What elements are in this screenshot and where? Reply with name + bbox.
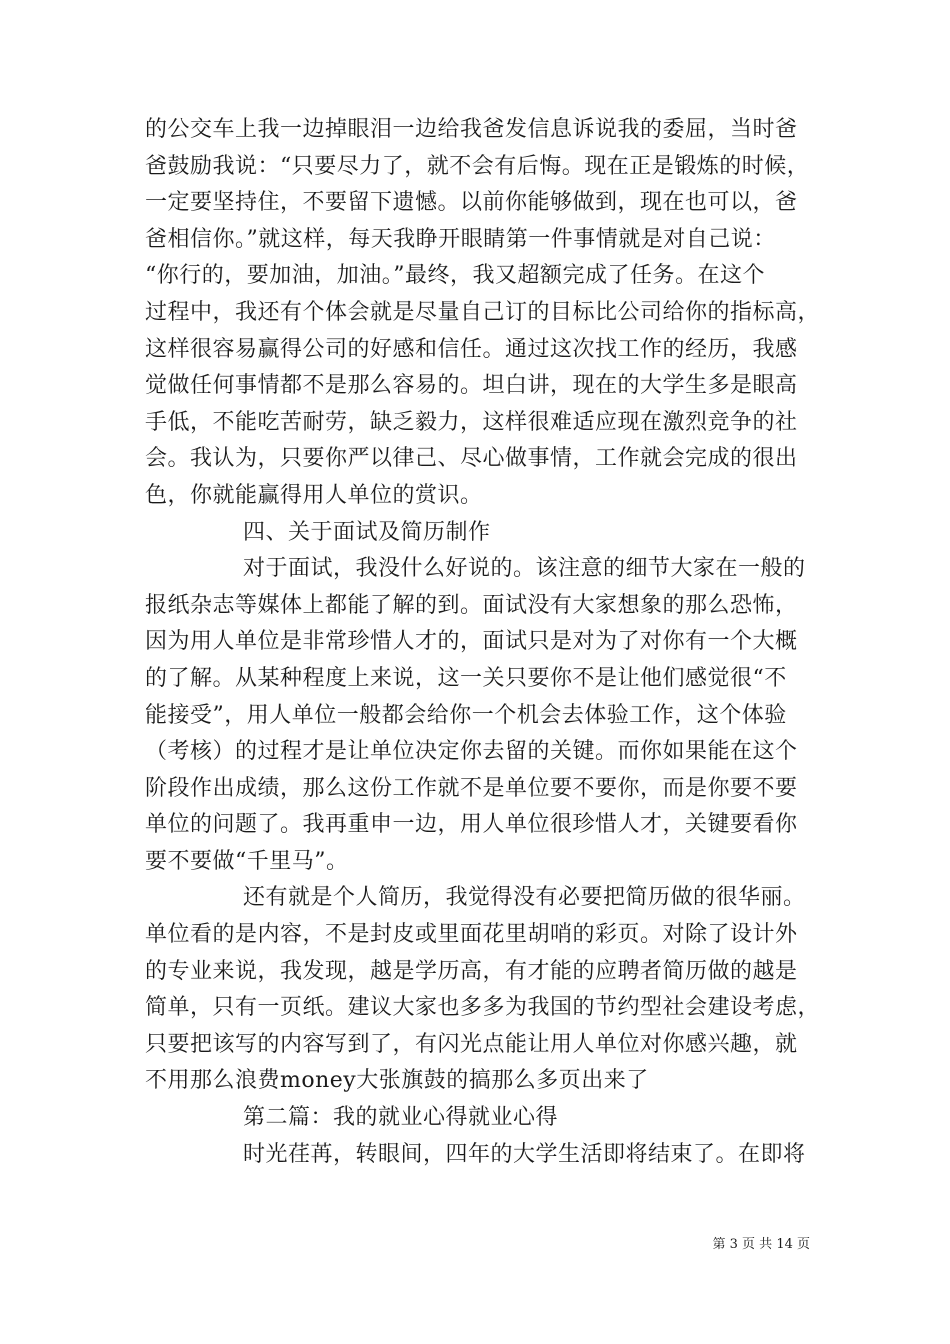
document-body: [145, 112, 821, 1173]
text-line: （考核）的过程才是让单位决定你去留的关键。而你如果能在这个: [145, 739, 798, 765]
text-line: 还有就是个人简历，我觉得没有必要把简历做的很华丽。: [243, 885, 806, 911]
page-number: 第 3 页 共 14 页: [712, 1237, 810, 1252]
text-line: 不用那么浪费money大张旗鼓的搞那么多页出来了: [145, 1068, 649, 1094]
text-line: 简单，只有一页纸。建议大家也多多为我国的节约型社会建设考虑，: [145, 995, 821, 1021]
text-line: 爸相信你。”就这样，每天我睁开眼睛第一件事情就是对自己说：: [145, 226, 776, 252]
text-line: 的了解。从某种程度上来说，这一关只要你不是让他们感觉很“不: [145, 665, 787, 691]
text-line: 过程中，我还有个体会就是尽量自己订的目标比公司给你的指标高，: [145, 299, 821, 325]
text-line: 单位看的是内容，不是封皮或里面花里胡哨的彩页。对除了设计外: [145, 922, 798, 948]
text-line: 手低，不能吃苦耐劳，缺乏毅力，这样很难适应现在激烈竞争的社: [145, 409, 798, 435]
text-line: 的公交车上我一边掉眼泪一边给我爸发信息诉说我的委屈，当时爸: [145, 117, 798, 142]
text-line: 这样很容易赢得公司的好感和信任。通过这次找工作的经历，我感: [145, 336, 798, 362]
text-line: 第二篇：我的就业心得就业心得: [243, 1105, 559, 1131]
text-line: 单位的问题了。我再重申一边，用人单位很珍惜人才，关键要看你: [145, 812, 798, 838]
text-line: “你行的，要加油，加油。”最终，我又超额完成了任务。在这个: [145, 263, 765, 289]
text-line: 报纸杂志等媒体上都能了解的到。面试没有大家想象的那么恐怖，: [145, 592, 798, 618]
text-line: 能接受”，用人单位一般都会给你一个机会去体验工作，这个体验: [145, 702, 787, 728]
text-line: 只要把该写的内容写到了，有闪光点能让用人单位对你感兴趣，就: [145, 1031, 798, 1057]
text-line: 四、关于面试及简历制作: [243, 519, 491, 545]
text-line: 会。我认为，只要你严以律己、尽心做事情，工作就会完成的很出: [145, 446, 798, 472]
text-line: 要不要做“千里马”。: [145, 848, 349, 874]
text-line: 色，你就能赢得用人单位的赏识。: [145, 482, 483, 508]
text-line: 觉做任何事情都不是那么容易的。坦白讲，现在的大学生多是眼高: [145, 373, 798, 399]
text-line: 爸鼓励我说：“只要尽力了，就不会有后悔。现在正是锻炼的时候，: [145, 153, 810, 179]
text-line: 对于面试，我没什么好说的。该注意的细节大家在一般的: [243, 556, 806, 582]
text-line: 时光荏苒，转眼间，四年的大学生活即将结束了。在即将: [243, 1141, 806, 1167]
text-line: 的专业来说，我发现，越是学历高，有才能的应聘者简历做的越是: [145, 958, 798, 984]
text-line: 阶段作出成绩，那么这份工作就不是单位要不要你，而是你要不要: [145, 775, 798, 801]
text-line: 一定要坚持住，不要留下遗憾。以前你能够做到，现在也可以，爸: [145, 190, 798, 216]
text-line: 因为用人单位是非常珍惜人才的，面试只是对为了对你有一个大概: [145, 629, 798, 655]
